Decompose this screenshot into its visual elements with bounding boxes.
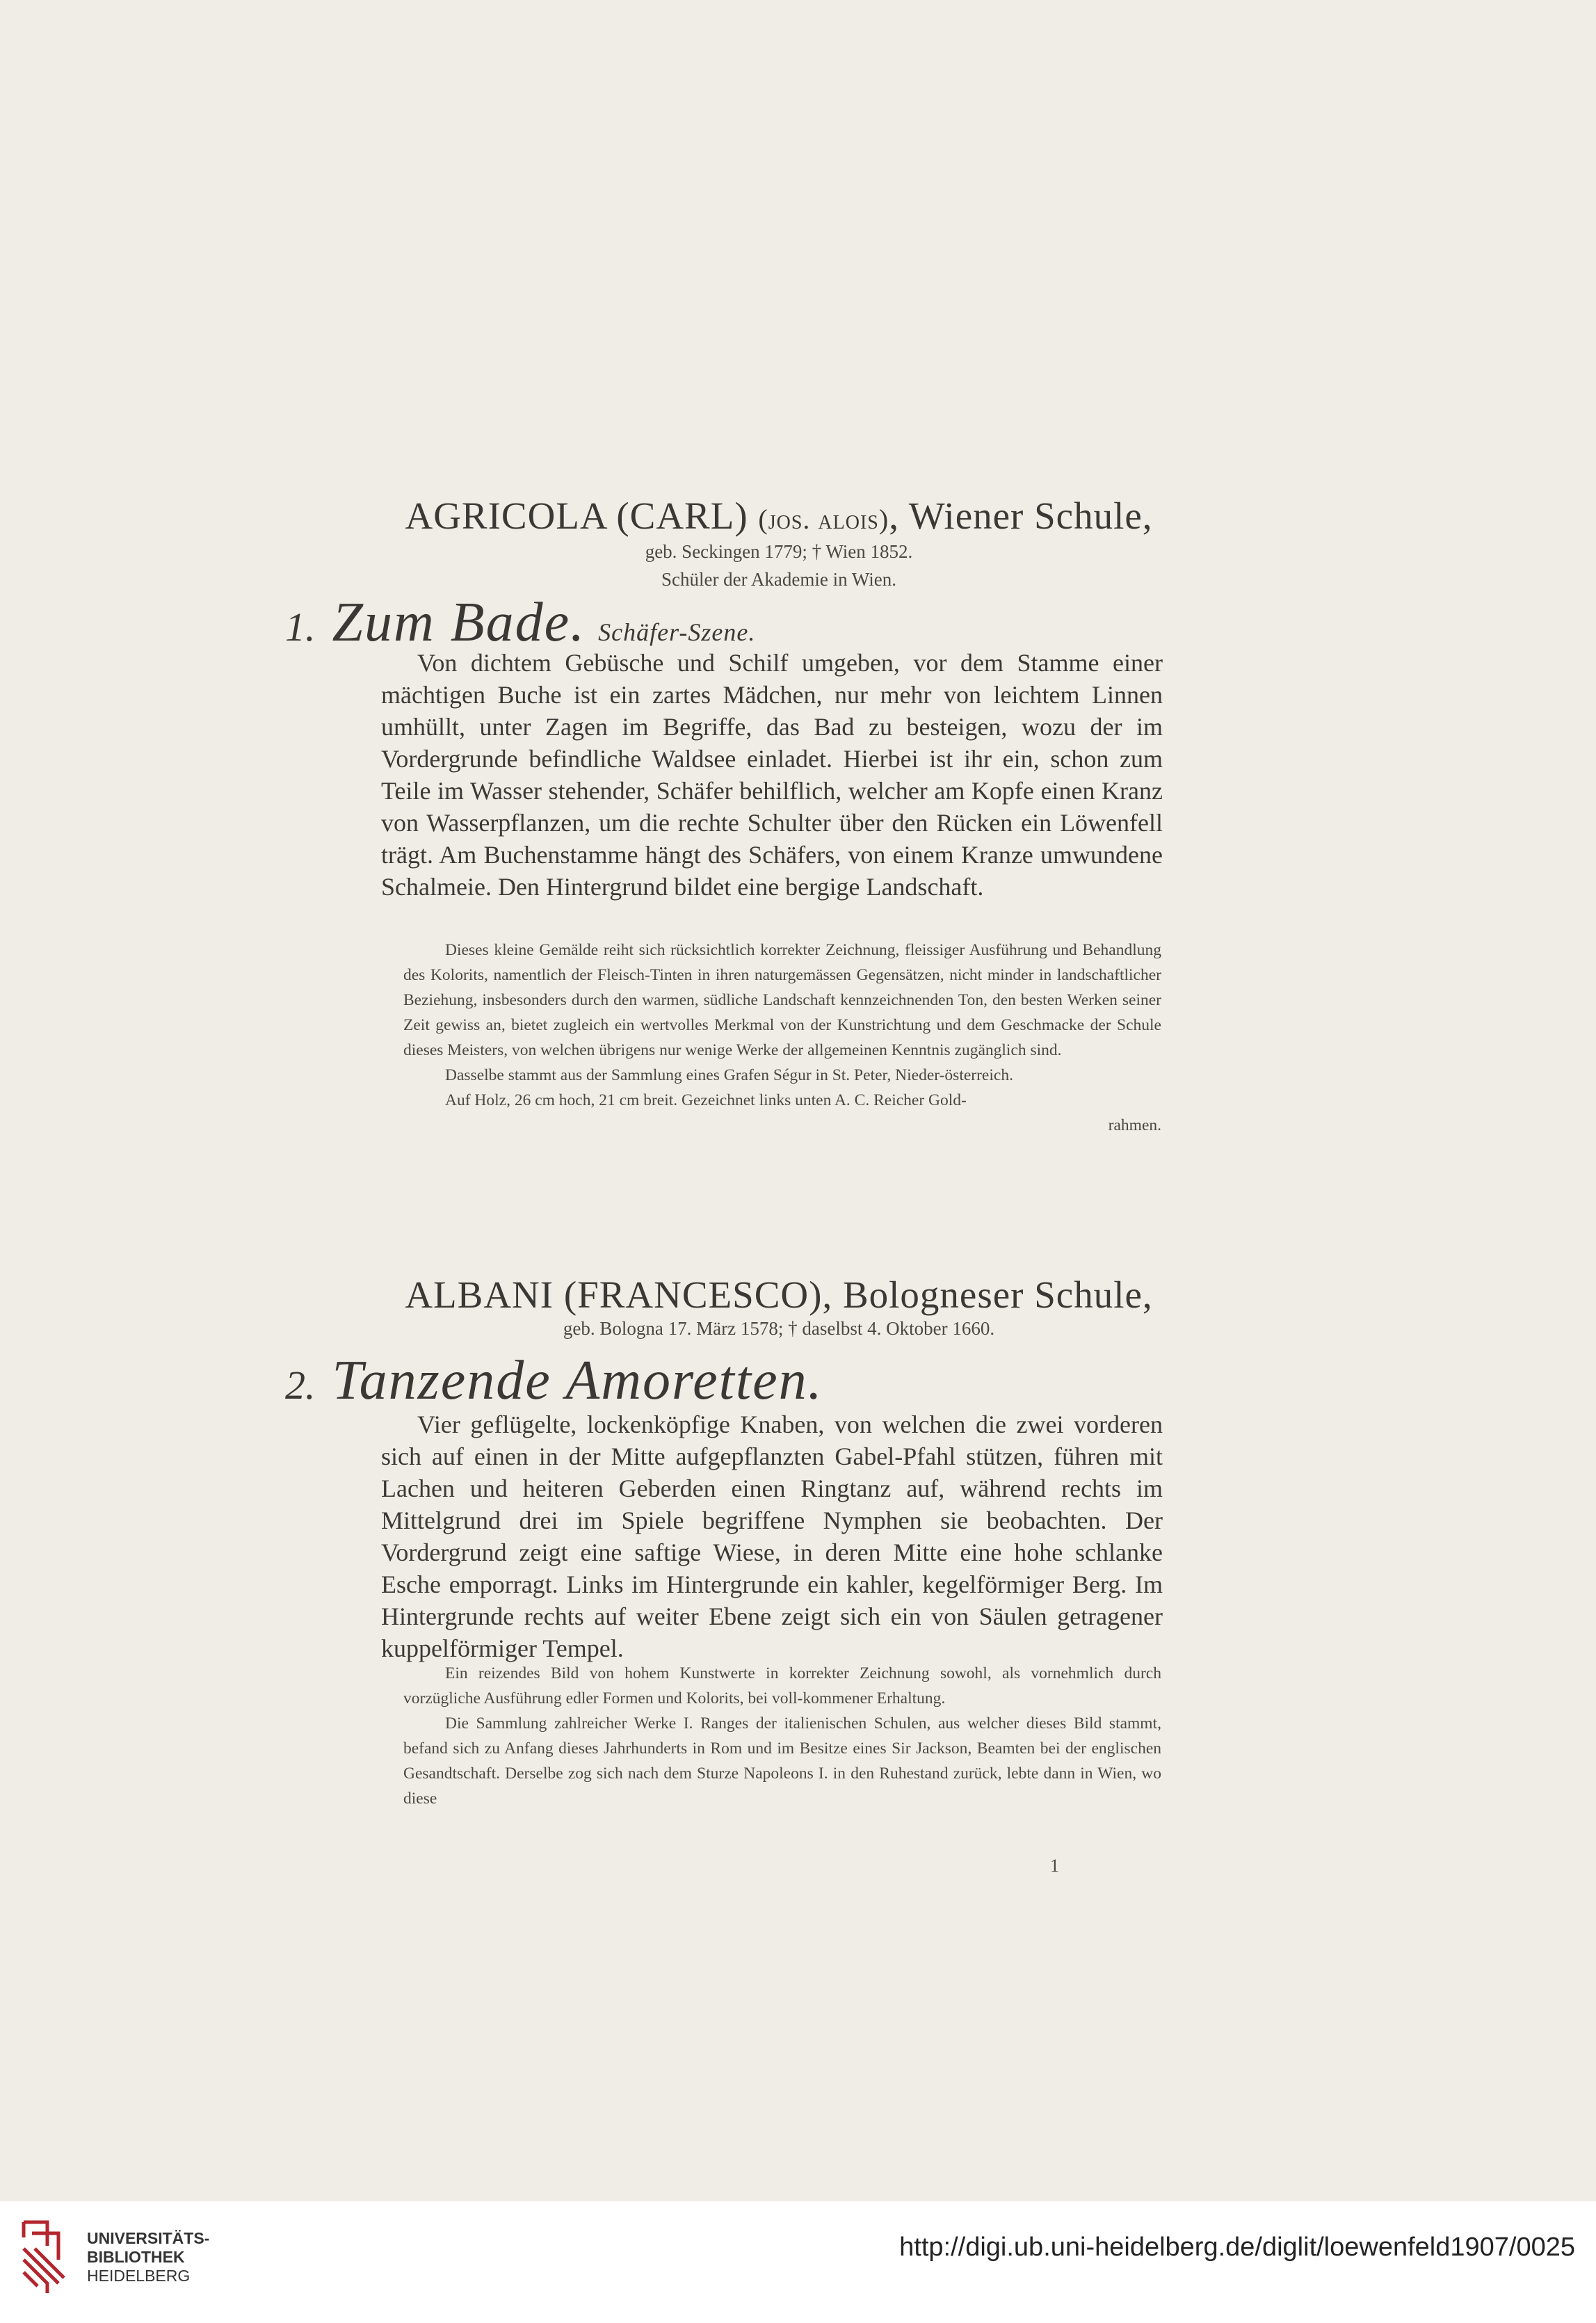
library-logo-icon <box>19 2217 68 2297</box>
work-notes-2 <box>403 1661 1161 1811</box>
note-paragraph: Die Sammlung zahlreicher Werke I. Ranges der italienischen Schulen, aus welcher dieses Bild stammt, befand sich zu Anfang dieses Jahrhunderts in Rom und im Besitze eines Sir Jackson, Beamten bei der englischen Gesandtschaft. Derselbe zog sich nach dem Sturze Napoleons I. in den Ruhestand zurück, lebte dann in Wien, wo diese <box>403 1714 1161 1808</box>
work-description-1 <box>381 647 1163 903</box>
artist-note-line: Schüler der Akademie in Wien. <box>661 569 897 590</box>
artist-given-names: (jos. alois) <box>758 504 889 535</box>
work-subtitle: Schäfer-Szene. <box>598 618 756 646</box>
note-paragraph: Dasselbe stammt aus der Sammlung eines Grafen Ségur in St. Peter, Nieder-österreich. <box>445 1066 1013 1084</box>
artist-birth-line: geb. Seckingen 1779; † Wien 1852. <box>645 541 913 562</box>
artist-school: , Bologneser Schule, <box>822 1273 1153 1316</box>
library-name <box>87 2229 209 2285</box>
artist-heading-agricola <box>292 494 1266 538</box>
library-name-line2: BIBLIOTHEK <box>87 2248 185 2266</box>
artist-name: ALBANI (FRANCESCO) <box>405 1273 823 1316</box>
work-title-1 <box>285 591 755 654</box>
library-name-line1: UNIVERSITÄTS- <box>87 2229 210 2247</box>
source-url-link[interactable]: http://digi.ub.uni-heidelberg.de/diglit/loewenfeld1907/0025 <box>899 2233 1575 2262</box>
note-paragraph: Auf Holz, 26 cm hoch, 21 cm breit. Gezeichnet links unten A. C. Reicher Gold- <box>445 1091 967 1109</box>
work-notes-1 <box>403 938 1161 1138</box>
work-number: 1. <box>285 604 316 650</box>
page-number: 1 <box>1050 1856 1059 1876</box>
note-paragraph-tail: rahmen. <box>1108 1116 1161 1134</box>
description-paragraph: Von dichtem Gebüsche und Schilf umgeben, vor dem Stamme einer mächtigen Buche ist ein zartes Mädchen, nur mehr von leichtem Linnen umhüllt, unter Zagen im Begriffe, das Bad zu besteigen, wozu der im Vordergrunde befindliche Waldsee einladet. Hierbei ist ihr ein, schon zum Teile im Wasser stehender, Schäfer behilflich, welcher am Kopfe einen Kranz von Wasserpflanzen, um die rechte Schulter über den Rücken ein Löwenfell trägt. Am Buchenstamme hängt des Schäfers, von einem Kranze umwundene Schalmeie. Den Hintergrund bildet eine bergige Landschaft. <box>381 649 1163 901</box>
note-paragraph: Dieses kleine Gemälde reiht sich rücksichtlich korrekter Zeichnung, fleissiger Ausführung und Behandlung des Kolorits, namentlich der Fleisch-Tinten in ihren naturgemässen Gegensätzen, nicht minder in landschaftlicher Beziehung, insbesonders durch den warmen, südliche Landschaft kennzeichnenden Ton, den besten Werken seiner Zeit gewiss an, bietet zugleich ein wertvolles Merkmal von der Kunstrichtung und dem Geschmacke der Schule dieses Meisters, von welchen übrigens nur wenige Werke der allgemeinen Kenntnis zugänglich sind. <box>403 941 1161 1059</box>
artist-birth-line: geb. Bologna 17. März 1578; † daselbst 4. Oktober 1660. <box>563 1318 995 1339</box>
library-footer <box>0 2201 1596 2323</box>
work-title-text: Zum Bade. <box>332 592 586 653</box>
work-description-2 <box>381 1408 1163 1664</box>
note-paragraph: Ein reizendes Bild von hohem Kunstwerte in korrekter Zeichnung sowohl, als vornehmlich durch vorzügliche Ausführung edler Formen und Kolorits, bei voll-kommener Erhaltung. <box>403 1664 1161 1707</box>
description-paragraph: Vier geflügelte, lockenköpfige Knaben, von welchen die zwei vorderen sich auf einen in der Mitte aufgepflanzten Gabel-Pfahl stützen, führen mit Lachen und heiteren Geberden einen Ringtanz auf, während rechts im Mittelgrund drei im Spiele begriffene Nymphen sie beobachten. Der Vordergrund zeigt eine saftige Wiese, in deren Mitte eine hohe schlanke Esche emporragt. Links im Hintergrunde ein kahler, kegelförmiger Berg. Im Hintergrunde rechts auf weiter Ebene zeigt sich ein von Säulen getragener kuppelförmiger Tempel. <box>381 1410 1163 1662</box>
work-title-text: Tanzende Amoretten. <box>332 1350 823 1411</box>
artist-name: AGRICOLA (CARL) <box>405 495 748 537</box>
library-name-line3: HEIDELBERG <box>87 2267 191 2285</box>
work-number: 2. <box>285 1363 316 1408</box>
work-title-2 <box>285 1349 823 1413</box>
artist-school: , Wiener Schule, <box>889 495 1153 537</box>
artist-heading-albani <box>292 1273 1266 1317</box>
